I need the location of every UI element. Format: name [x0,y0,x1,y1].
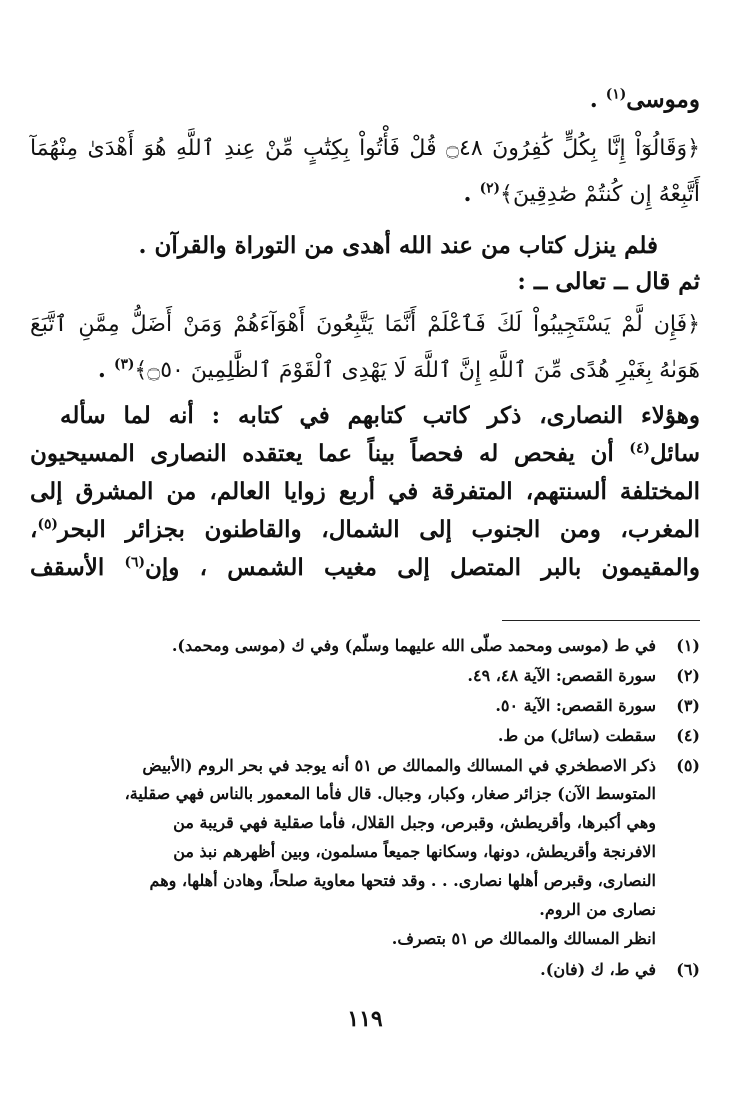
verse-1-line-1: ﴿وَقَالُوٓاْ إِنَّا بِكُلٍّ كَٰفِرُونَ ۝٤٨ قُلْ فَأْتُواْ بِكِتَٰبٍ مِّنْ عِندِ ٱللَّهِ هُوَ أَهْدَىٰ مِنْهُمَآ [30,136,701,161]
footnote-5-continuation: الافرنجة وأقريطش، دونها، وسكانها جميعاً مسلمون، وبين أظهرهم نبذ من [173,842,656,861]
punct: ، [30,516,38,543]
verse-text: أَتَّبِعْهُ إِن كُنتُمْ صَٰدِقِينَ﴾ [500,182,700,207]
verse-text: هَوَىٰهُ بِغَيْرِ هُدًى مِّنَ ٱللَّهِ إِنَّ ٱللَّهَ لَا يَهْدِى ٱلْقَوْمَ ٱلظَّٰلِمِينَ ۝٥٠﴾ [134,358,700,383]
paragraph-2: ثم قال ــ تعالى ــ : [517,268,700,295]
footnote-number: (٤) [676,726,700,745]
footnote-ref: (٢) [479,180,501,197]
paragraph-3-line-2 [30,440,700,468]
word: وموسى [626,86,700,113]
footnote-ref: (١) [605,86,627,103]
footnote-ref: (٣) [113,356,135,373]
footnote-number: (٥) [676,756,700,775]
footnote-text: سورة القصص: الآية ٥٠. [495,696,656,715]
paragraph-3-line-5 [30,554,700,582]
footnote-5-continuation: المتوسط الآن) جزائر صغار، وكبار، وجبال. قال فأما المعمور بالناس فهي صقلية، [124,784,656,803]
text: المغرب، ومن الجنوب إلى الشمال، والقاطنون بجزائر البحر [57,516,700,543]
footnote-text: في ط (موسى ومحمد صلّى الله عليهما وسلّم) وفي ك (موسى ومحمد). [171,636,656,655]
footnote-text: سقطت (سائل) من ط. [497,726,656,745]
footnote-text: في ط، ك (فان). [540,960,656,979]
footnote-number: (١) [676,636,700,655]
punct: . [97,356,106,383]
footnote-ref: (٤) [629,440,650,457]
footnote-number: (٣) [676,696,700,715]
paragraph-1: فلم ينزل كتاب من عند الله أهدى من التوراة والقرآن . [138,232,658,259]
text: والمقيمون بالبر المتصل إلى مغيب الشمس ، وإن [144,554,700,581]
word: الأسقف [30,554,105,581]
footnote-ref: (٥) [37,516,58,533]
punct: . [463,180,472,207]
footnote-text: ذكر الاصطخري في المسالك والممالك ص ٥١ أنه يوجد في بحر الروم (الأبيض [142,756,656,775]
paragraph-3-line-3: المختلفة ألسنتهم، المتفرقة في أربع زوايا العالم، من المشرق إلى [30,478,700,505]
footnote-text: سورة القصص: الآية ٤٨، ٤٩. [467,666,656,685]
footnote-number: (٦) [676,960,700,979]
footnote-5-continuation: نصارى من الروم. [539,900,656,919]
text: أن يفحص له فحصاً بيناً عما يعتقده النصارى المسيحيون [30,440,614,467]
verse-1-line-2 [464,180,700,208]
page-number: ١١٩ [347,1006,383,1032]
footnote-5-continuation: النصارى، وقبرص أهلها نصارى. . . وقد فتحها معاوية صلحاً، وهادن أهلها، وهم [149,871,656,890]
verse-2-line-2 [98,356,700,384]
verse-2-line-1: ﴿فَإِن لَّمْ يَسْتَجِيبُواْ لَكَ فَٱعْلَمْ أَنَّمَا يَتَّبِعُونَ أَهْوَآءَهُمْ وَمَنْ أَضَلُّ مِمَّنِ ٱتَّبَعَ [30,312,700,337]
line-1 [590,86,700,114]
footnote-5-continuation: وهي أكبرها، وأقريطش، وقبرص، وجبل القلال، فأما صقلية فهي قريبة من [173,813,656,832]
word: سائل [649,440,700,467]
footnote-separator [502,620,700,621]
punct: . [589,86,598,113]
paragraph-3-line-4 [30,516,700,544]
footnote-5-source: انظر المسالك والممالك ص ٥١ بتصرف. [391,929,656,948]
footnote-ref: (٦) [124,554,145,571]
paragraph-3-line-1: وهؤلاء النصارى، ذكر كاتب كتابهم في كتابه : أنه لما سأله [60,402,700,429]
footnote-number: (٢) [676,666,700,685]
